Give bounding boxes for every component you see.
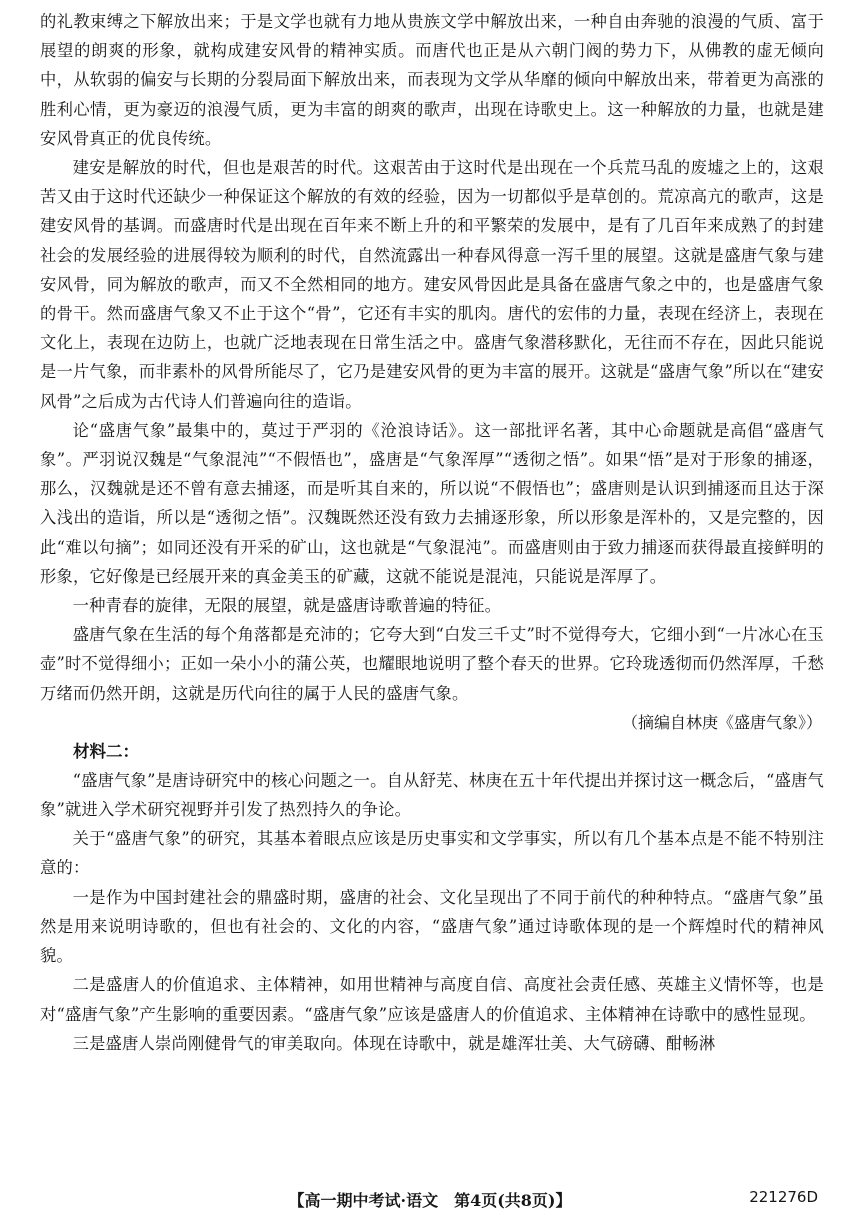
- body-paragraph: 建安是解放的时代，但也是艰苦的时代。这艰苦由于这时代是出现在一个兵荒马乱的废墟之上的，这艰苦又由于这时代还缺少一种保证这个解放的有效的经验，因为一切都似乎是草创的。荒凉高亢的歌声，这是建安风骨的基调。而盛唐时代是出现在百年来不断上升的和平繁荣的发展中，是有了几百年来成熟了的封建社会的发展经验的进展得较为顺利的时代，自然流露出一种春风得意一泻千里的展望。这就是盛唐气象与建安风骨，同为解放的歌声，而又不全然相同的地方。建安风骨因此是具备在盛唐气象之中的，也是盛唐气象的骨干。然而盛唐气象又不止于这个“骨”，它还有丰实的肌肉。唐代的宏伟的力量，表现在经济上，表现在文化上，表现在边防上，也就广泛地表现在日常生活之中。盛唐气象潜移默化，无往而不存在，因此只能说是一片气象，而非素朴的风骨所能尽了，它乃是建安风骨的更为丰富的展开。这就是“盛唐气象”所以在“建安风骨”之后成为古代诗人们普遍向往的造诣。: [40, 158, 824, 411]
- body-paragraph: 论“盛唐气象”最集中的，莫过于严羽的《沧浪诗话》。这一部批评名著，其中心命题就是高倡“盛唐气象”。严羽说汉魏是“气象混沌”“不假悟也”，盛唐是“气象浑厚”“透彻之悟”。如果“悟”是对于形象的捕逐，那么，汉魏就是还不曾有意去捕逐，而是听其自来的，所以说“不假悟也”；盛唐则是认识到捕逐而且达于深入浅出的造诣，所以是“透彻之悟”。汉魏既然还没有致力去捕逐形象，所以形象是浑朴的，又是完整的，因此“难以句摘”；如同还没有开采的矿山，这也就是“气象混沌”。而盛唐则由于致力捕逐而获得最直接鲜明的形象，它好像是已经展开来的真金美玉的矿藏，这就不能说是混沌，只能说是浑厚了。: [40, 420, 824, 586]
- footer-exam-code: 221276D: [749, 1188, 818, 1206]
- section-heading: 材料二：: [73, 741, 139, 761]
- body-paragraph: 一是作为中国封建社会的鼎盛时期，盛唐的社会、文化呈现出了不同于前代的种种特点。“盛唐气象”虽然是用来说明诗歌的，但也有社会的、文化的内容，“盛唐气象”通过诗歌体现的是一个辉煌时代的精神风貌。: [40, 887, 824, 966]
- document-page: [40, 7, 824, 1058]
- body-paragraph: 关于“盛唐气象”的研究，其基本着眼点应该是历史事实和文学事实，所以有几个基本点是不能不特别注意的：: [40, 829, 824, 878]
- body-paragraph: 二是盛唐人的价值追求、主体精神，如用世精神与高度自信、高度社会责任感、英雄主义情怀等，也是对“盛唐气象”产生影响的重要因素。“盛唐气象”应该是盛唐人的价值追求、主体精神在诗歌中的感性显现。: [40, 975, 824, 1024]
- footer-page-info: 【高一期中考试·语文 第4页(共8页)】: [288, 1191, 572, 1210]
- body-paragraph: 盛唐气象在生活的每个角落都是充沛的；它夸大到“白发三千丈”时不觉得夸大，它细小到“一片冰心在玉壶”时不觉得细小；正如一朵小小的蒲公英，也耀眼地说明了整个春天的世界。它玲珑透彻而仍然浑厚，千愁万绪而仍然开朗，这就是历代向往的属于人民的盛唐气象。: [40, 625, 824, 703]
- body-paragraph: 一种青春的旋律，无限的展望，就是盛唐诗歌普遍的特征。: [72, 596, 502, 616]
- body-paragraph: 的礼教束缚之下解放出来；于是文学也就有力地从贵族文学中解放出来，一种自由奔驰的浪漫的气质、富于展望的朗爽的形象，就构成建安风骨的精神实质。而唐代也正是从六朝门阀的势力下，从佛教的虚无倾向中，从软弱的偏安与长期的分裂局面下解放出来，而表现为文学从华靡的倾向中解放出来，带着更为高涨的胜利心情，更为豪迈的浪漫气质，更为丰富的朗爽的歌声，出现在诗歌史上。这一种解放的力量，也就是建安风骨真正的优良传统。: [40, 12, 824, 148]
- source-citation: （摘编自林庚《盛唐气象》）: [621, 712, 822, 732]
- body-paragraph: “盛唐气象”是唐诗研究中的核心问题之一。自从舒芜、林庚在五十年代提出并探讨这一概念后，“盛唐气象”就进入学术研究视野并引发了热烈持久的争论。: [40, 770, 824, 820]
- body-paragraph: 三是盛唐人崇尚刚健骨气的审美取向。体现在诗歌中，就是雄浑壮美、大气磅礴、酣畅淋: [72, 1033, 716, 1053]
- page-footer: [0, 1186, 860, 1212]
